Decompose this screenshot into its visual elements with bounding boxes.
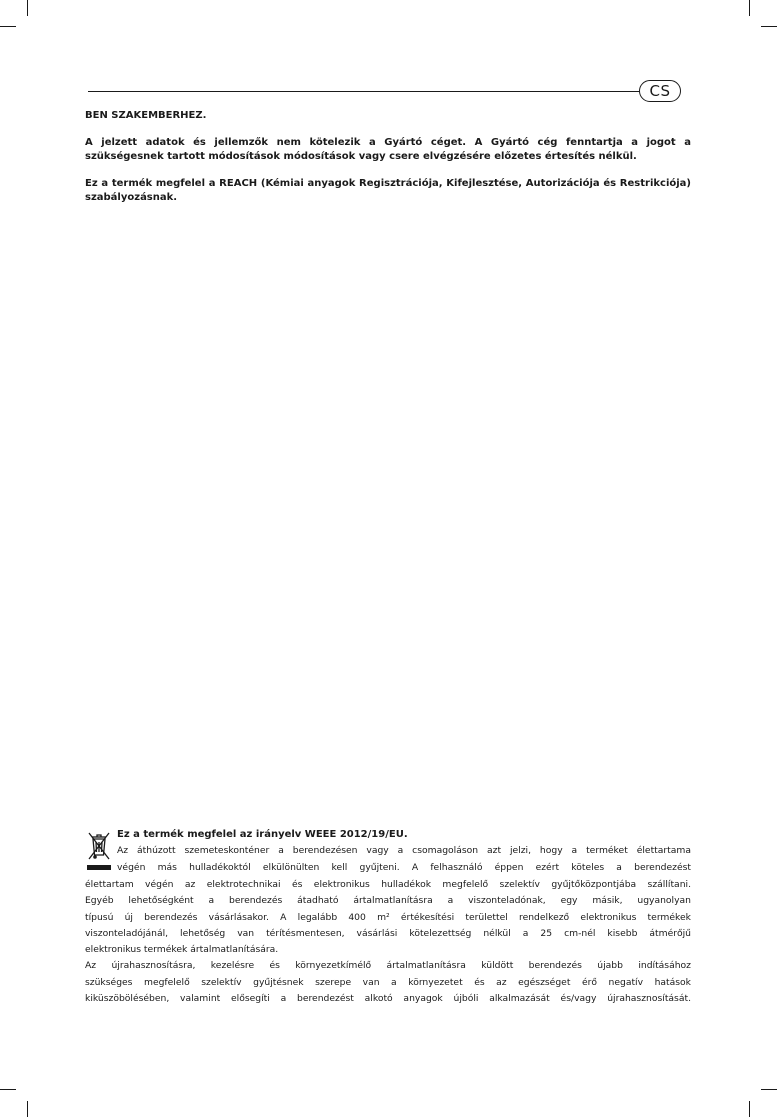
weee-line-8: Az újrahasznosításra, kezelésre és környezetkímélő ártalmatlanításra küldött berendezés újabb indításához	[85, 960, 691, 971]
weee-line-3: élettartam végén az elektrotechnikai és elektronikus hulladékok megfelelő szelektív gyűjtőközpontjába szállítani.	[85, 879, 691, 890]
crop-mark-top-right	[749, 0, 750, 16]
crop-mark-bottom-left-h	[0, 1089, 16, 1090]
paragraph-professional: BEN SZAKEMBERHEZ.	[85, 110, 207, 121]
language-badge: CS	[639, 80, 681, 102]
weee-line-6: viszonteladójánál, lehetőség van térítésmentesen, vásárlási kötelezettség nélkül a 25 cm-nél kisebb átmérőjű	[85, 928, 691, 939]
crop-mark-bottom-right	[749, 1101, 750, 1117]
crop-mark-top-right-h	[761, 26, 777, 27]
crop-mark-top-left	[27, 0, 28, 16]
weee-line-4: Egyéb lehetőségként a berendezés átadható ártalmatlanításra a viszonteladónak, egy másik, ugyanolyan	[85, 895, 691, 906]
crop-mark-bottom-right-h	[761, 1089, 777, 1090]
weee-title: Ez a termék megfelel az irányelv WEEE 2012/19/EU.	[117, 829, 408, 840]
weee-line-1: Az áthúzott szemeteskonténer a berendezésen vagy a csomagoláson azt jelzi, hogy a terméket élettartama	[117, 845, 691, 856]
paragraph-reach: Ez a termék megfelel a REACH (Kémiai anyagok Regisztrációja, Kifejlesztése, Autorizációja és Restrikciója) szabályozásnak.	[85, 178, 691, 203]
weee-line-5: típusú új berendezés vásárlásakor. A legalább 400 m² értékesítési területtel rendelkező elektronikus termékek	[85, 912, 691, 923]
crop-mark-top-left-h	[0, 26, 16, 27]
weee-line-9: szükséges megfelelő szelektív gyűjtésnek szerepe van a környezetet és az egészséget érő negatív hatások	[85, 977, 691, 988]
crop-mark-bottom-left	[27, 1101, 28, 1117]
weee-line-10: kiküszöbölésében, valamint elősegíti a berendezést alkotó anyagok újbóli alkalmazását és/vagy újrahasznosítását.	[85, 993, 691, 1004]
crossed-out-wheelie-bin-icon	[85, 829, 113, 873]
weee-line-2: végén más hulladékoktól elkülönülten kell gyűjteni. A felhasználó éppen ezért köteles a berendezést	[117, 862, 691, 873]
header-rule	[88, 91, 640, 92]
weee-line-7: elektronikus termékek ártalmatlanítására.	[85, 944, 279, 955]
paragraph-disclaimer: A jelzett adatok és jellemzők nem kötelezik a Gyártó céget. A Gyártó cég fenntartja a jogot a szükségesnek tartott módosítások módosítások vagy csere elvégzésére előzetes értesítés nélkül.	[85, 137, 691, 162]
